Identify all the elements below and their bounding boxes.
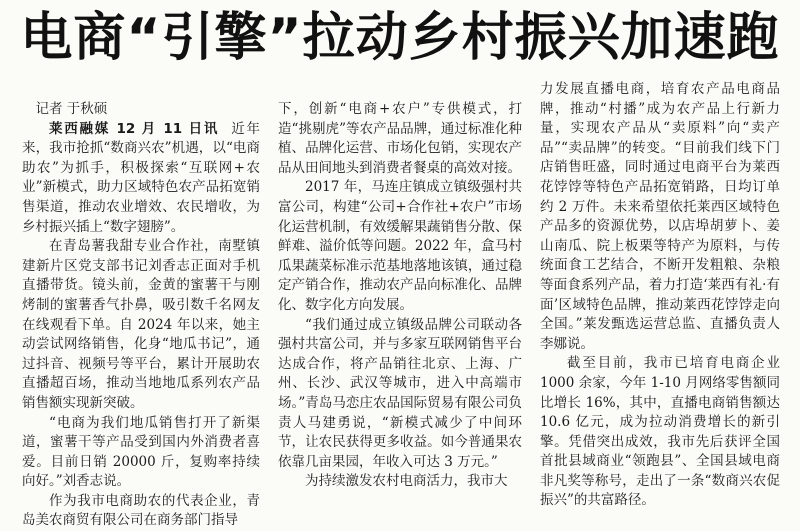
- paragraph-6: “我们通过成立镇级品牌公司联动各强村共富公司，并与多家互联网销售平台达成合作，将产品销往北京、上海、广州、长沙、武汉等城市，进入中高端市场。”青岛马恋庄农品国际贸易有限公司负责人马建勇说，“新模式减少了中间环节，让农民获得更多收益。如今普通果农依靠几亩果园，年收入可达 3 万元。”: [278, 316, 522, 470]
- paragraph-8: 截至目前，我市已培育电商企业 1000 余家，今年 1-10 月网络零售额同比增长 16%，其中，直播电商销售额达 10.6 亿元，成为拉动消费增长的新引擎。凭借突出成效，我市先后获评全国首批县域商业“领跑县”、全国县域电商非凡奖等称号，走出了一条“数商兴农促振兴”的共富路径。: [540, 355, 780, 509]
- paragraph-4: 作为我市电商助农的代表企业，青岛美农商贸有限公司在商务部门指导: [22, 492, 260, 529]
- headline: 电商“引擎”拉动乡村振兴加速跑: [20, 8, 780, 68]
- paragraph-3: “电商为我们地瓜销售打开了新渠道，蜜薯干等产品受到国内外消费者喜爱。目前日销 20000 斤，复购率持续向好。”刘香志说。: [22, 414, 260, 490]
- paragraph-1-text: 近年来，我市抢抓“数商兴农”机遇，以“电商助农”为抓手，积极探索“互联网+农业”新模式，助力区域特色农产品拓宽销售渠道，推动农业增效、农民增收，为乡村振兴插上“数字翅膀”。: [22, 120, 261, 235]
- paragraph-1: [22, 120, 260, 238]
- dateline: 莱西融媒 12 月 11 日讯: [49, 120, 220, 137]
- article-column-3: [540, 80, 780, 520]
- byline: 记者 于秋硕: [35, 101, 108, 117]
- paragraph-7-continued: 力发展直播电商，培育农产品电商品牌，推动“村播”成为农产品上行新力量，实现农产品从“卖原料”向“卖产品”“卖品牌”的转变。“目前我们线下门店销售旺盛，同时通过电商平台为莱西花饽饽等特色产品拓宽销路，日均订单约 2 万件。未来希望依托莱西区域特色产品多的资源优势，以店埠胡萝卜、姜山南瓜、院上板栗等特产为原料，与传统面食工艺结合，不断开发粗粮、杂粮等面食系列产品，着力打造‘莱西有礼·有面’区域特色品牌，推动莱西花饽饽走向全国。”莱发甄选运营总监、直播负责人李娜说。: [540, 81, 780, 352]
- paragraph-4-continued: 下，创新“电商+农户”专供模式，打造“挑剔虎”等农产品品牌，通过标准化种植、品牌化运营、市场化包销，实现农产品从田间地头到消费者餐桌的高效对接。: [278, 101, 522, 176]
- paragraph-5: 2017 年，马连庄镇成立镇级强村共富公司，构建“公司+合作社+农户”市场化运营机制，有效缓解果蔬销售分散、保鲜难、溢价低等问题。2022 年，盒马村瓜果蔬菜标准示范基地落地该镇，通过稳定产销合作，推动农产品向标准化、品牌化、数字化方向发展。: [278, 179, 522, 313]
- article-column-1: [22, 100, 261, 529]
- paragraph-7: 为持续激发农村电商活力，我市大: [305, 473, 508, 490]
- paragraph-2: 在青岛薯我甜专业合作社，南墅镇建新片区党支部书记刘香志正面对手机直播带货。镜头前，金黄的蜜薯干与刚烤制的蜜薯香气扑鼻，吸引数千名网友在线观看下单。自 2024 年以来，她主动尝试网络销售，化身“地瓜书记”，通过抖音、视频号等平台，累计开展助农直播超百场，推动当地地瓜系列农产品销售额实现新突破。: [22, 238, 260, 411]
- article-column-2: [278, 100, 522, 520]
